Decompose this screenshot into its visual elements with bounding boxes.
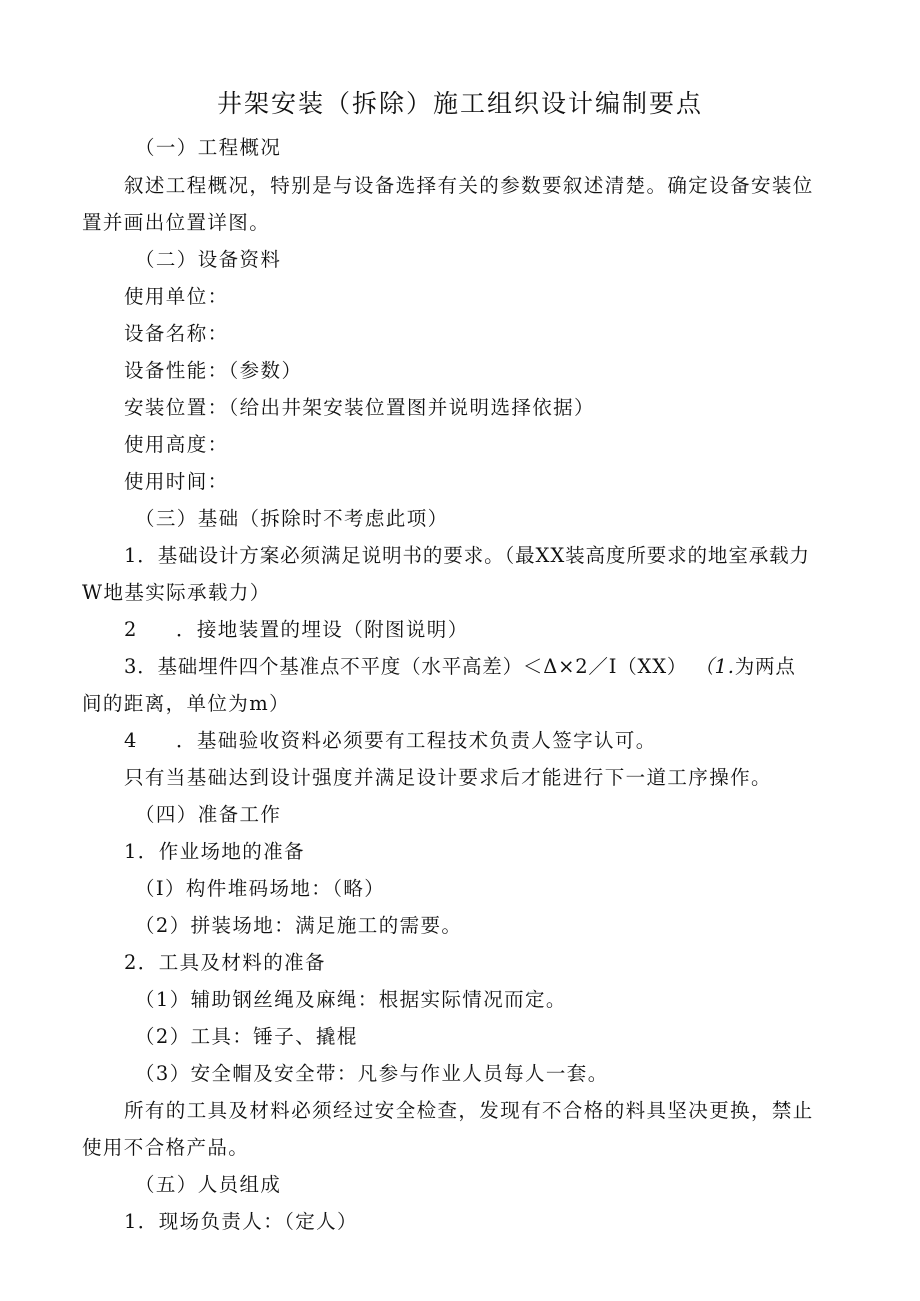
item-number: 2 <box>124 618 138 641</box>
foundation-item-1-cont: W地基实际承载力） <box>82 581 271 604</box>
device-info-item: 使用时间： <box>124 470 229 493</box>
prep-item: （2）拼装场地：满足施工的需要。 <box>135 914 463 937</box>
prep-item: （3）安全帽及安全带：凡参与作业人员每人一套。 <box>135 1062 609 1085</box>
foundation-item-4 <box>124 731 657 751</box>
prep-paragraph-line: 使用不合格产品。 <box>82 1136 250 1159</box>
prep-item: （I）构件堆码场地：（略） <box>135 877 386 900</box>
item-text: ．基础验收资料必须要有工程技术负责人签字认可。 <box>176 729 657 752</box>
foundation-item-1: 1．基础设计方案必须满足说明书的要求。（最XX装高度所要求的地室承载力 <box>124 544 810 567</box>
prep-paragraph-line: 所有的工具及材料必须经过安全检查，发现有不合格的料具坚决更换，禁止 <box>124 1099 814 1122</box>
item-number: 4 <box>124 729 138 752</box>
section-1-paragraph-line: 置并画出位置详图。 <box>82 211 271 234</box>
prep-item: （2）工具：锤子、撬棍 <box>135 1025 358 1048</box>
item-text: 3．基础埋件四个基准点不平度（水平高差）＜Δ×2／I（XX） <box>124 655 688 678</box>
item-text-tail: 为两点 <box>734 655 796 678</box>
section-3-heading: （三）基础（拆除时不考虑此项） <box>135 507 449 530</box>
prep-subheading-1: 1．作业场地的准备 <box>124 840 306 863</box>
device-info-item: 设备名称： <box>124 322 229 345</box>
foundation-item-2 <box>124 620 469 640</box>
section-1-heading: （一）工程概况 <box>135 136 282 159</box>
device-info-item: 使用单位： <box>124 285 229 308</box>
item-text-italic: （1. <box>694 655 735 678</box>
page-title: 井架安装（拆除）施工组织设计编制要点 <box>216 89 703 118</box>
section-1-paragraph-line: 叙述工程概况，特别是与设备选择有关的参数要叙述清楚。确定设备安装位 <box>124 174 814 197</box>
device-info-item: 使用高度： <box>124 433 229 456</box>
prep-subheading-2: 2．工具及材料的准备 <box>124 951 326 974</box>
device-info-item: 设备性能：（参数） <box>124 359 303 382</box>
device-info-item: 安装位置：（给出井架安装位置图并说明选择依据） <box>124 396 595 419</box>
personnel-item-1: 1．现场负责人：（定人） <box>124 1210 358 1233</box>
foundation-item-3-cont: 间的距离，单位为m） <box>82 692 290 715</box>
section-4-heading: （四）准备工作 <box>135 803 282 826</box>
prep-item: （1）辅助钢丝绳及麻绳：根据实际情况而定。 <box>135 988 567 1011</box>
foundation-note: 只有当基础达到设计强度并满足设计要求后才能进行下一道工序操作。 <box>124 766 772 789</box>
section-5-heading: （五）人员组成 <box>135 1173 282 1196</box>
foundation-item-3 <box>124 657 796 677</box>
item-text: ．接地装置的埋设（附图说明） <box>176 618 469 641</box>
section-2-heading: （二）设备资料 <box>135 248 282 271</box>
